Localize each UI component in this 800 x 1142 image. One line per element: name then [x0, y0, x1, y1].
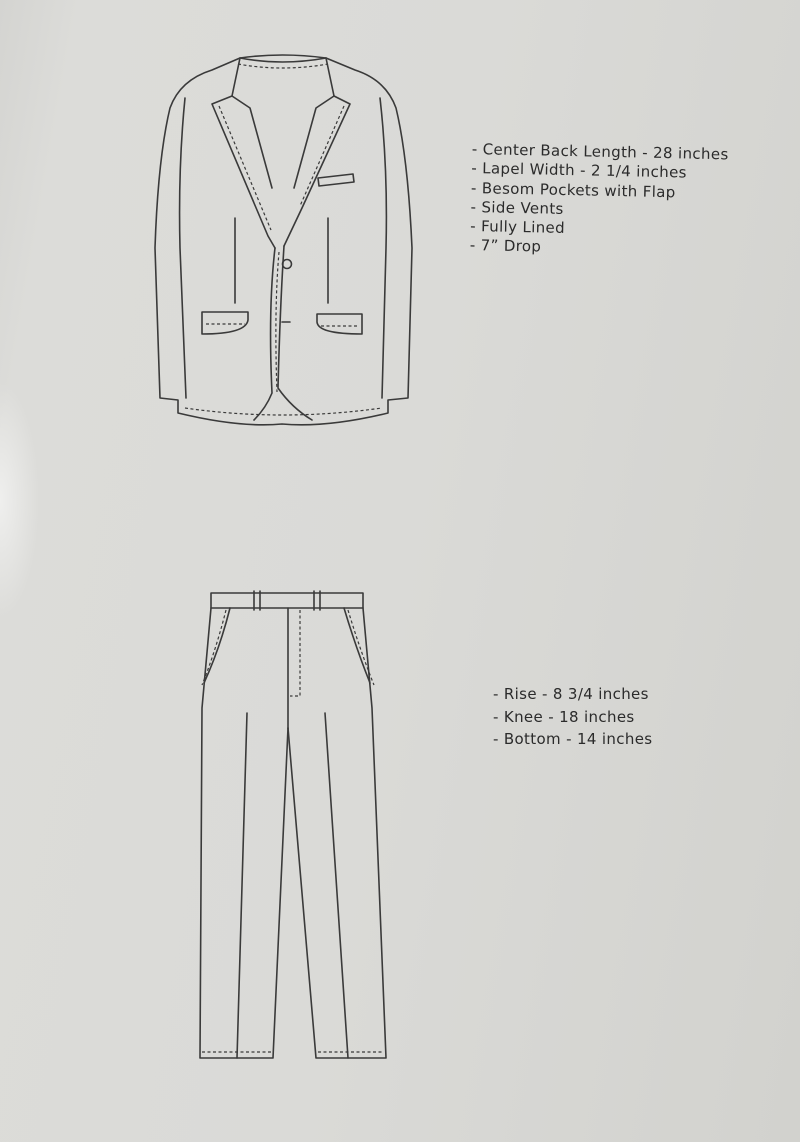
- spec-center-back-length: - Center Back Length - 28 inches: [471, 140, 729, 164]
- suit-pants-sketch: [190, 588, 395, 1066]
- spec-drop: - 7” Drop: [469, 236, 542, 256]
- spec-side-vents: - Side Vents: [470, 197, 564, 218]
- jacket-spec-list: [470, 140, 729, 261]
- spec-fully-lined: - Fully Lined: [470, 217, 566, 238]
- light-glare: [0, 380, 40, 620]
- spec-rise: - Rise - 8 3/4 inches: [493, 685, 649, 703]
- pants-spec-list: [493, 683, 652, 751]
- suit-jacket-sketch: [150, 48, 415, 438]
- spec-lapel-width: - Lapel Width - 2 1/4 inches: [471, 159, 687, 182]
- spec-besom-pockets: - Besom Pockets with Flap: [470, 178, 676, 201]
- spec-bottom: - Bottom - 14 inches: [493, 730, 653, 748]
- spec-knee: - Knee - 18 inches: [493, 707, 635, 726]
